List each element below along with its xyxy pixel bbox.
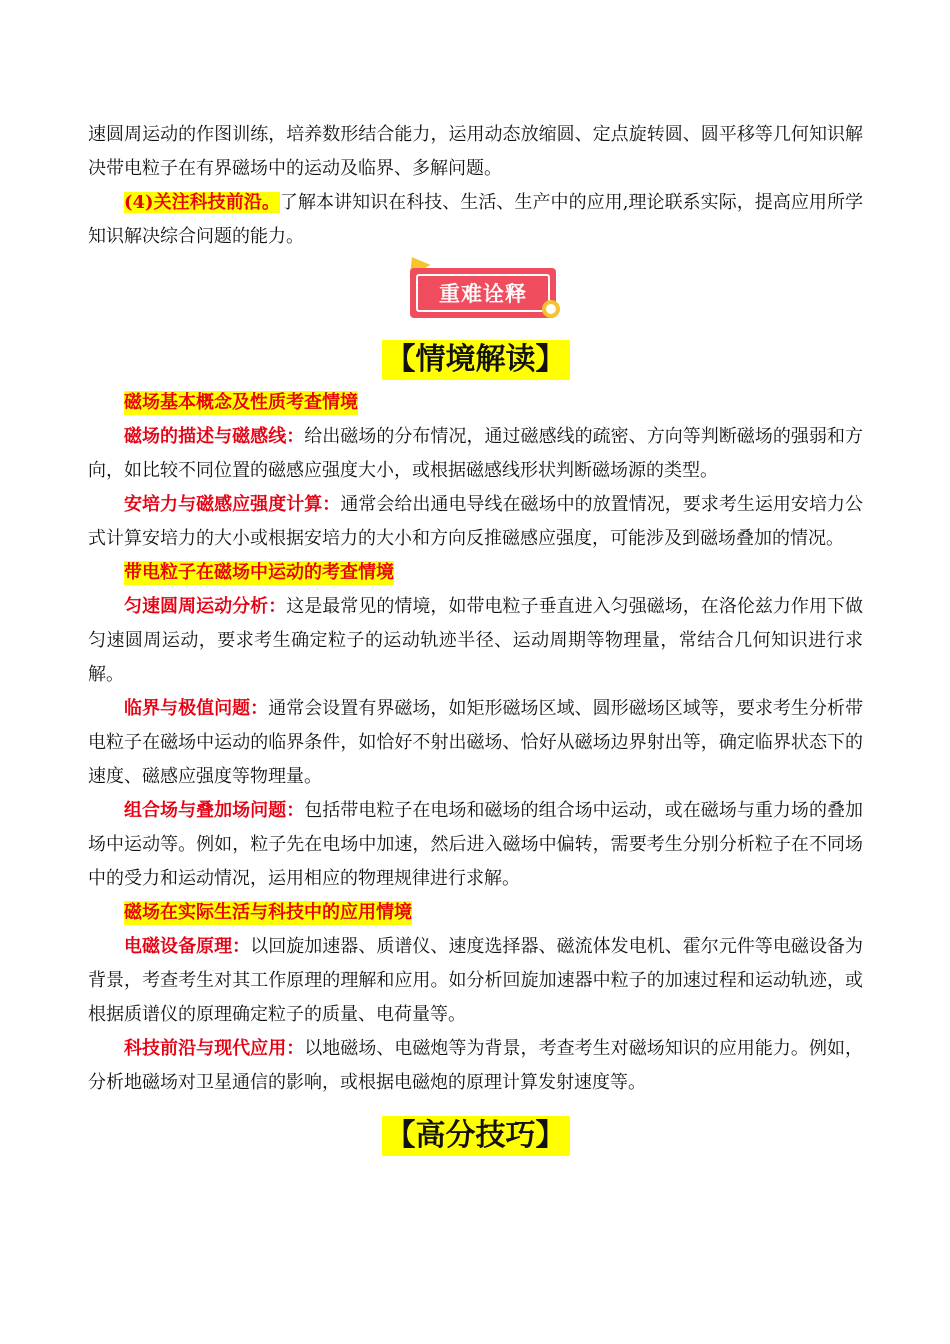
- paragraph-item: [88, 488, 863, 556]
- group-heading: 磁场基本概念及性质考查情境: [124, 392, 358, 413]
- item-text: 以回旋加速器、质谱仪、速度选择器、磁流体发电机、霍尔元件等电磁设备为背景，考查考生对其工作原理的理解和应用。如分析回旋加速器中粒子的加速过程和运动轨迹，或根据质谱仪的原理确定粒子的质量、电荷量等。: [88, 936, 864, 1025]
- point-4-text: 了解本讲知识在科技、生活、生产中的应用,理论联系实际，提高应用所学知识解决综合问题的能力。: [88, 192, 863, 247]
- item-label: 安培力与磁感应强度计算：: [124, 494, 341, 515]
- item-label: 匀速圆周运动分析：: [124, 596, 287, 617]
- group-heading-row: [88, 896, 863, 930]
- group-heading-row: [88, 386, 863, 420]
- group-heading-row: [88, 556, 863, 590]
- item-label: 电磁设备原理：: [124, 936, 251, 957]
- item-text: 给出磁场的分布情况，通过磁感线的疏密、方向等判断磁场的强弱和方向，如比较不同位置的磁感应强度大小，或根据磁感线形状判断磁场源的类型。: [88, 426, 863, 481]
- item-text: 通常会设置有界磁场，如矩形磁场区域、圆形磁场区域等，要求考生分析带电粒子在磁场中运动的临界条件，如恰好不射出磁场、恰好从磁场边界射出等，确定临界状态下的速度、磁感应强度等物理量。: [88, 698, 863, 787]
- paragraph-item: [88, 590, 863, 692]
- key-difficulty-badge: [88, 254, 863, 340]
- paragraph-item: [88, 794, 863, 896]
- intro-paragraph-continuation: 速圆周运动的作图训练，培养数形结合能力，运用动态放缩圆、定点旋转圆、圆平移等几何知识解决带电粒子在有界磁场中的运动及临界、多解问题。: [88, 124, 863, 179]
- section-title-tips: 【高分技巧】: [382, 1116, 570, 1156]
- item-label: 临界与极值问题：: [124, 698, 269, 719]
- item-label: 科技前沿与现代应用：: [124, 1038, 305, 1059]
- item-text: 通常会给出通电导线在磁场中的放置情况，要求考生运用安培力公式计算安培力的大小或根据安培力的大小和方向反推磁感应强度，可能涉及到磁场叠加的情况。: [88, 494, 864, 549]
- paragraph-item: [88, 692, 863, 794]
- group-heading: 磁场在实际生活与科技中的应用情境: [124, 902, 412, 923]
- badge-box: [410, 268, 556, 318]
- paragraph-item: [88, 1032, 863, 1100]
- ring-icon: [542, 300, 560, 318]
- group-heading: 带电粒子在磁场中运动的考查情境: [124, 562, 394, 583]
- document-page: [88, 118, 863, 1156]
- section-title-row-2: [88, 1116, 863, 1156]
- section-title-context: 【情境解读】: [382, 340, 570, 380]
- intro-point-4: [88, 186, 863, 254]
- paragraph-item: [88, 420, 863, 488]
- item-text: 以地磁场、电磁炮等为背景，考查考生对磁场知识的应用能力。例如，分析地磁场对卫星通信的影响，或根据电磁炮的原理计算发射速度等。: [88, 1038, 863, 1093]
- item-text: 包括带电粒子在电场和磁场的组合场中运动，或在磁场与重力场的叠加场中运动等。例如，粒子先在电场中加速，然后进入磁场中偏转，需要考生分别分析粒子在不同场中的受力和运动情况，运用相应的物理规律进行求解。: [88, 800, 863, 889]
- section-title-row-1: [88, 340, 863, 380]
- item-label: 组合场与叠加场问题：: [124, 800, 305, 821]
- paragraph-item: [88, 930, 863, 1032]
- badge-label: 重难诠释: [416, 274, 550, 312]
- point-4-label: (4)关注科技前沿。: [124, 192, 280, 213]
- item-label: 磁场的描述与磁感线：: [124, 426, 305, 447]
- item-text: 这是最常见的情境，如带电粒子垂直进入匀强磁场，在洛伦兹力作用下做匀速圆周运动，要求考生确定粒子的运动轨迹半径、运动周期等物理量，常结合几何知识进行求解。: [88, 596, 864, 685]
